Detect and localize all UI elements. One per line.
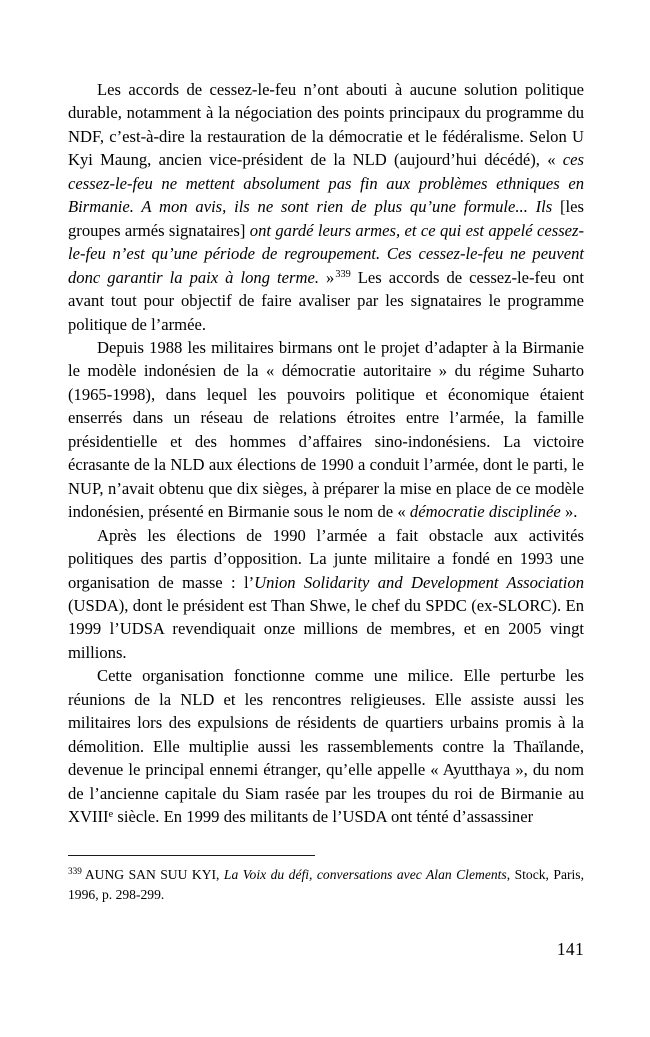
footnote-separator-rule [68,855,315,856]
ordinal-superscript: e [108,808,114,820]
text-run: Cette organisation fonctionne comme une milice. Elle perturbe les réunions de la NLD et les rencontres religieuses. Elle assiste aussi les militaires lors des expulsions de résidents de quartiers urbains promis à la démolition. Elle multiplie aussi les rassemblements contre la Thaïlande, devenue le principal ennemi étranger, qu’elle appelle « Ayutthaya », du nom de l’ancienne capitale du Siam rasée par les troupes du roi de Birmanie au XVIII [68,666,584,827]
footnote-reference: 339 [335,269,351,281]
italic-run: Union Solidarity and Development Association [254,572,584,592]
italic-run: ont gardé leurs armes, et ce qui est appelé cessez-le-feu n’est qu’une période de regroupement. Ces cessez-le-feu ne peuvent donc garantir la paix à long terme. [68,220,584,287]
paragraph [68,664,584,828]
text-run: [les groupes armés signataires] [68,197,584,240]
footnote-entry [68,865,584,904]
text-run: Depuis 1988 les militaires birmans ont le projet d’adapter à la Birmanie le modèle indonésien de la « démocratie autoritaire » du régime Suharto (1965-1998), dans lequel les pouvoirs politique et économique étaient enserrés dans un réseau de relations étroites entre l’armée, la famille présidentielle et des hommes d’affaires sino-indonésiens. La victoire écrasante de la NLD aux élections de 1990 a conduit l’armée, dont le parti, le NUP, n’avait obtenu que dix sièges, à préparer la mise en place de ce modèle indonésien, présenté en Birmanie sous le nom de « [68,337,584,522]
text-run: (USDA), dont le président est Than Shwe, le chef du SPDC (ex-SLORC). En 1999 l’UDSA revendiquait onze millions de membres, et en 2005 vingt millions. [68,595,584,662]
italic-run: La Voix du défi, conversations avec Alan Clements [223,867,507,882]
body-text-column [68,78,584,829]
paragraph [68,336,584,524]
footnote-block [68,855,584,904]
text-run: AUNG SAN SUU KYI, [84,867,224,882]
text-run: ». [560,502,578,522]
text-run: Les accords de cessez-le-feu n’ont abouti à aucune solution politique durable, notamment à la négociation des points principaux du programme du NDF, c’est-à-dire la restauration de la démocratie et le fédéralisme. Selon U Kyi Maung, ancien vice-président de la NLD (aujourd’hui décédé), « [68,80,584,170]
italic-run: ces cessez-le-feu ne mettent absolument pas fin aux problèmes ethniques en Birmanie. A mon avis, ils ne sont rien de plus qu’une formule... Ils [68,150,584,217]
paragraph [68,78,584,336]
page-number-folio: 141 [556,939,584,959]
text-run: Après les élections de 1990 l’armée a fait obstacle aux activités politiques des partis d’opposition. La junte militaire a fondé en 1993 une organisation de masse : l’ [68,525,584,592]
text-run: Les accords de cessez-le-feu ont avant tout pour objectif de faire avaliser par les signataires le programme politique de l’armée. [68,267,584,334]
italic-run: démocratie disciplinée [409,502,561,522]
footnote-number: 339 [68,865,82,876]
text-run: siècle. En 1999 des militants de l’USDA ont ténté d’assassiner [113,807,534,827]
paragraph [68,524,584,665]
text-run: » [326,267,335,287]
text-run: , Stock, Paris, 1996, p. 298-299. [68,867,584,902]
